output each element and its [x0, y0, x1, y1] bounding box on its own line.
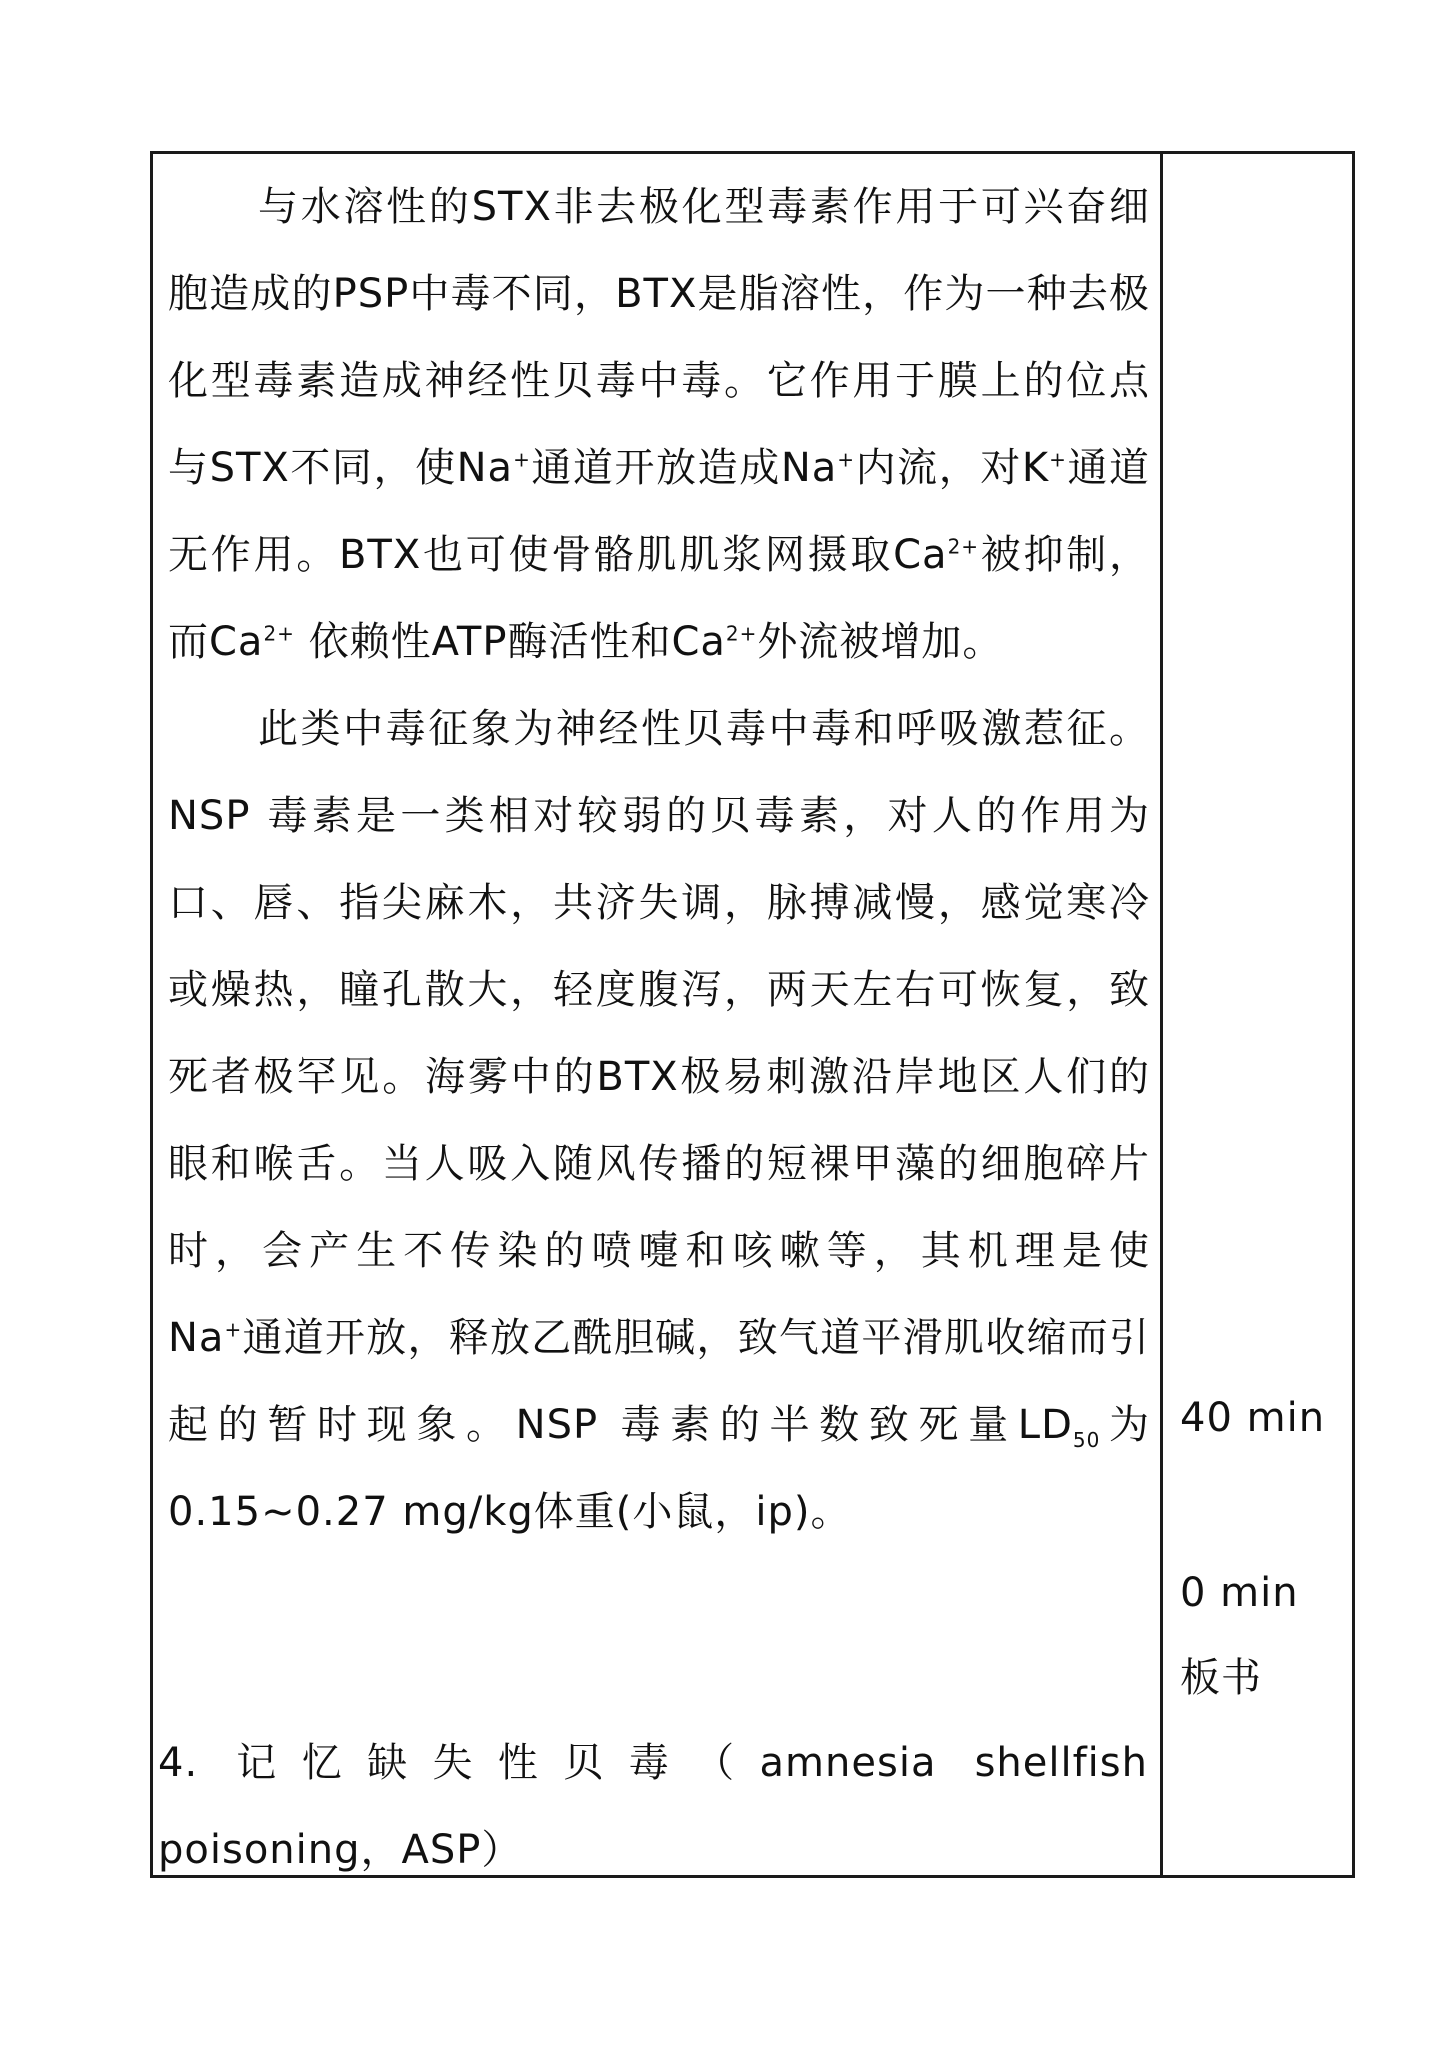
blackboard-note: 板书	[1180, 1655, 1262, 1701]
p1-sup-4: 2+	[947, 534, 980, 559]
p1-text-4: 通道无作用。BTX也可使骨骼肌肌浆网摄取Ca	[168, 445, 1151, 578]
p2-sub-1: 50	[1072, 1428, 1101, 1452]
content-cell	[168, 164, 1150, 1556]
p1-sup-1: +	[513, 447, 531, 472]
p2-sup-1: +	[224, 1317, 243, 1342]
p2-text-2: 通道开放，释放乙酰胆碱，致气道平滑肌收缩而引起的暂时现象。NSP 毒素的半数致死量LD	[168, 1315, 1150, 1448]
table-column-divider	[1160, 151, 1163, 1878]
p2-text-1: 此类中毒征象为神经性贝毒中毒和呼吸激惹征。NSP 毒素是一类相对较弱的贝毒素，对人的作用为口、唇、指尖麻木，共济失调，脉搏减慢，感觉寒冷或燥热，瞳孔散大，轻度腹泻，两天左右可恢复，致死者极罕见。海雾中的BTX极易刺激沿岸地区人们的眼和喉舌。当人吸入随风传播的短裸甲藻的细胞碎片时，会产生不传染的喷嚏和咳嗽等，其机理是使 Na	[168, 706, 1150, 1361]
p1-text-3: 内流，对K	[855, 445, 1050, 491]
paragraph-nsp-symptoms	[168, 686, 1150, 1556]
time-allocation-0: 0 min	[1180, 1570, 1299, 1616]
p1-text-5: 被抑制，而Ca	[168, 532, 1151, 665]
p1-sup-2: +	[837, 447, 856, 472]
p1-sup-3: +	[1049, 447, 1067, 472]
p2-text-3: 为0.15~0.27 mg/kg体重(小鼠，ip)。	[168, 1402, 1151, 1535]
p1-sup-5: 2+	[263, 621, 295, 646]
time-allocation-40: 40 min	[1180, 1395, 1326, 1441]
section-4-heading: 4. 记忆缺失性贝毒（amnesia shellfish poisoning，ASP）	[158, 1740, 1148, 1873]
p1-text-6: 依赖性ATP酶活性和Ca	[294, 619, 726, 665]
paragraph-btx-mechanism	[168, 164, 1150, 686]
p1-text-1: 与水溶性的STX非去极化型毒素作用于可兴奋细胞造成的PSP中毒不同，BTX是脂溶性，作为一种去极化型毒素造成神经性贝毒中毒。它作用于膜上的位点与STX不同，使Na	[168, 184, 1150, 491]
p1-sup-6: 2+	[725, 621, 758, 646]
p1-text-2: 通道开放造成Na	[530, 445, 838, 491]
p1-text-7: 外流被增加。	[757, 619, 1004, 665]
